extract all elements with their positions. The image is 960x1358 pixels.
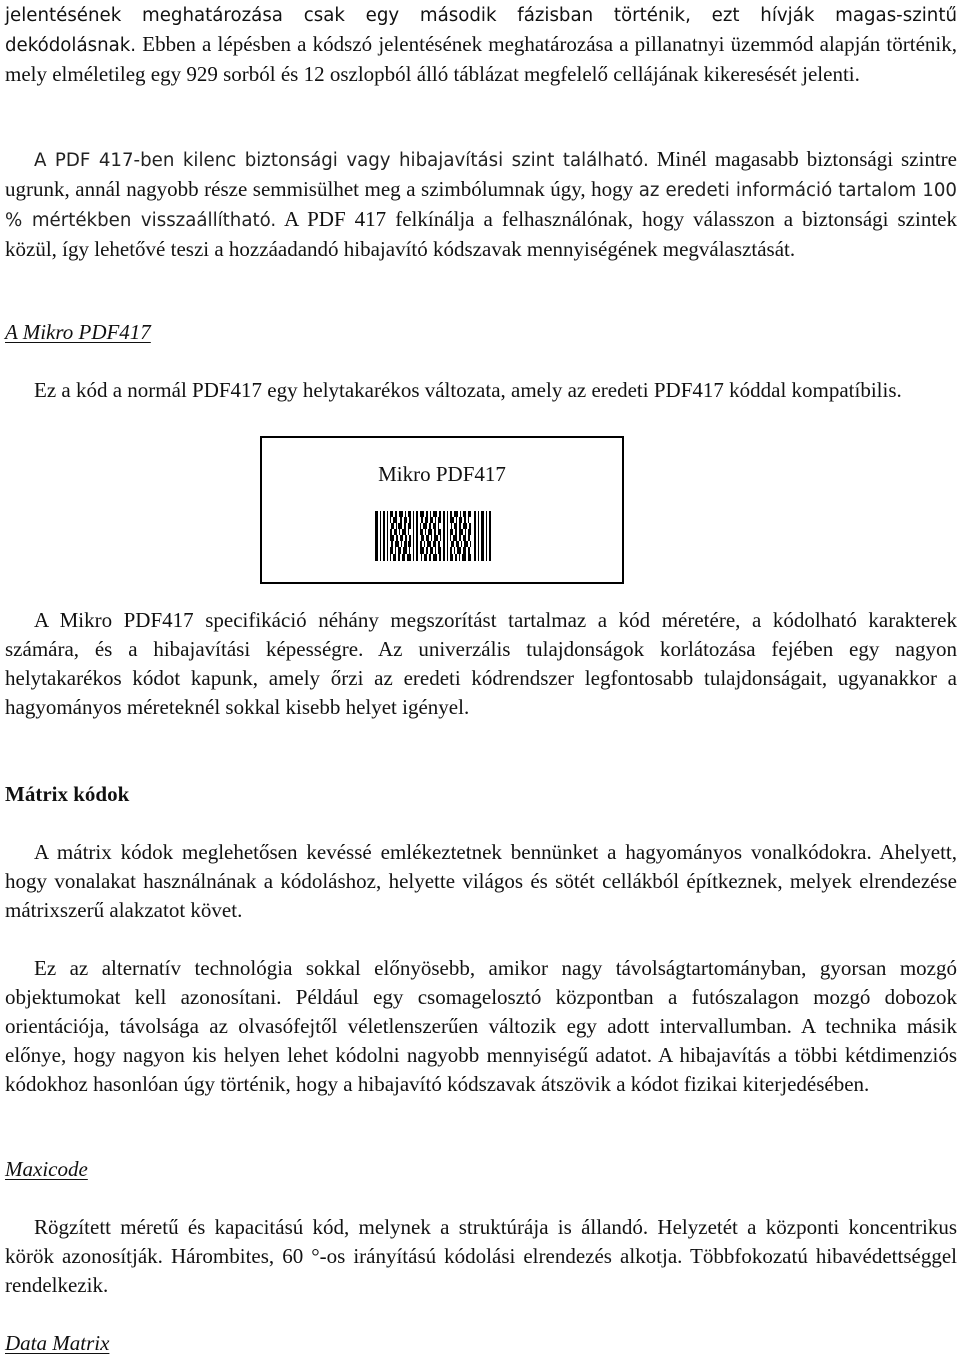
barcode-right-guard (474, 511, 491, 561)
security-serif-text-2: A PDF 417 felkínálja a felhasználónak, hogy válasszon a biztonsági szintek közül, így lehetővé teszi a hozzáadandó hibajavító kódszavak mennyiségének megválasztását. (5, 207, 957, 261)
paragraph-matrix-intro: A mátrix kódok meglehetősen kevéssé emlékeztetnek bennünket a hagyományos vonalkódokra. Ahelyett, hogy vonalakat használnának a kódoláshoz, helyette világos és sötét cellákból építkeznek, melyek elrendezése mátrixszerű alakzatot követ. (5, 840, 957, 922)
heading-matrix-codes: Mátrix kódok (5, 782, 130, 806)
figure-caption: Mikro PDF417 (378, 462, 506, 486)
paragraph-matrix-alternative: Ez az alternatív technológia sokkal előnyösebb, amikor nagy távolságtartományban, gyorsan mozgó objektumokat kell azonosítani. Például egy csomagelosztó központban a futószalagon mozgó dobozok orientációja, távolsága az olvasófejtől véletlenszerűen változik egy adott intervallumban. A technika másik előnye, hogy nagyon kis helyen lehet kódolni nagyobb mennyiségű adatot. A hibajavítás a többi kétdimenziós kódokhoz hasonlóan úgy történik, hogy a hibajavító kódszavak átszövik a kódot fizikai kiterjedésében. (5, 956, 957, 1096)
paragraph-security (5, 145, 957, 264)
security-sans-text-2: az eredeti információ tartalom 100 % mértékben visszaállítható. (5, 180, 957, 231)
heading-micro-pdf417: A Mikro PDF417 (5, 320, 151, 344)
paragraph-maxicode: Rögzített méretű és kapacitású kód, melynek a struktúrája is állandó. Helyzetét a központi koncentrikus körök azonosítják. Hárombites, 60 °-os irányítású kódolási elrendezés alkotja. Többfokozatú hibavédettséggel rendelkezik. (5, 1215, 957, 1297)
security-sans-text-1: A PDF 417-ben kilenc biztonsági vagy hibajavítási szint található. (34, 150, 649, 171)
heading-data-matrix: Data Matrix (5, 1331, 110, 1355)
micro-pdf417-barcode-icon (375, 511, 491, 561)
paragraph-micro-spec: A Mikro PDF417 specifikáció néhány megszorítást tartalmaz a kód méretére, a kódolható karakterek számára, és a hibajavítási képességre. Az univerzális tulajdonságok korlátozása fejében egy nagyon helytakarékos kódot kapunk, amely őrzi az eredeti kódrendszer legfontosabb tulajdonságait, ugyanakkor a hagyományos méreteknél sokkal kisebb helyet igényel. (5, 608, 957, 719)
barcode-left-guard (375, 511, 388, 561)
intro-sans-text: jelentésének meghatározása csak egy második fázisban történik, ezt hívják magas-szintű dekódolásnak. (5, 5, 957, 56)
paragraph-micro-intro: Ez a kód a normál PDF417 egy helytakarékos változata, amely az eredeti PDF417 kóddal kompatíbilis. (34, 378, 902, 402)
paragraph-intro (5, 0, 957, 89)
heading-maxicode: Maxicode (5, 1157, 88, 1181)
security-serif-text-1: Minél magasabb biztonsági szintre ugrunk, annál nagyobb része semmisülhet meg a szimbólumnak úgy, hogy (5, 147, 957, 201)
intro-serif-text: Ebben a lépésben a kódszó jelentésének meghatározása a pillanatnyi üzemmód alapján történik, mely elméletileg egy 929 sorból és 12 oszlopból álló táblázat megfelelő cellájának kikeresését jelenti. (5, 32, 957, 86)
barcode-data-modules (390, 511, 471, 561)
figure-micro-pdf417 (260, 436, 624, 584)
